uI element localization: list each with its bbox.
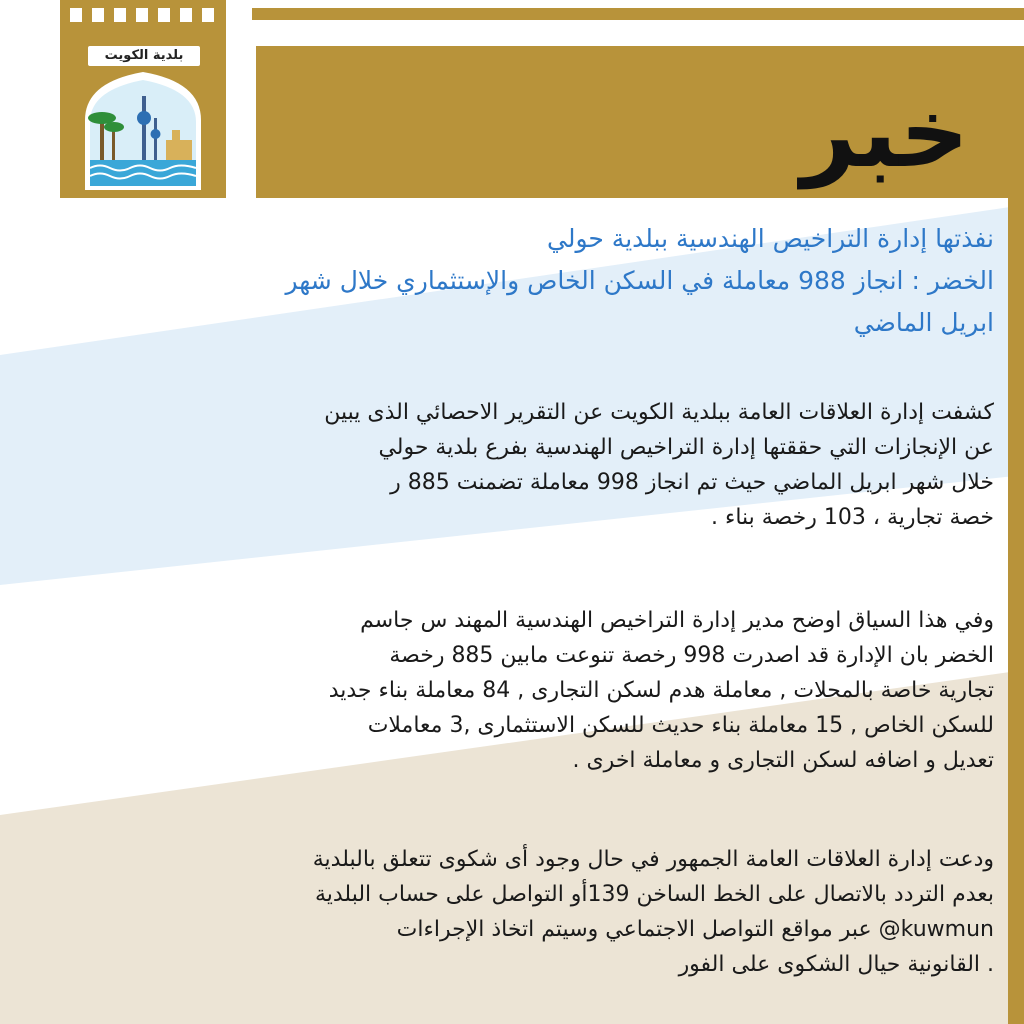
header-gold-top-bar [252,8,1024,20]
paragraph-line: تجارية خاصة بالمحلات , معاملة هدم لسكن التجارى , 84 معاملة بناء جديد [328,678,994,703]
paragraph-line: للسكن الخاص , 15 معاملة بناء حديث للسكن الاستثمارى ,3 معاملات [367,713,994,738]
headline-line: الخضر : انجاز 988 معاملة في السكن الخاص والإستثماري خلال شهر [285,266,994,295]
headline-line: نفذتها إدارة التراخيص الهندسية ببلدية حولي [547,224,994,253]
news-header-title: خبر [800,77,970,189]
paragraph-line: كشفت إدارة العلاقات العامة ببلدية الكويت عن التقرير الاحصائي الذى يبين [324,400,994,425]
paragraph-line: ودعت إدارة العلاقات العامة الجمهور في حال وجود أى شكوى تتعلق بالبلدية [312,847,994,872]
logo-label: بلدية الكويت [88,46,200,66]
headline-line: ابريل الماضي [853,308,994,337]
paragraph-3 [100,842,994,982]
headline [120,218,994,344]
paragraph-line: تعديل و اضافه لسكن التجارى و معاملة اخرى . [572,748,994,773]
right-gold-border [1008,46,1024,1024]
paragraph-line: عن الإنجازات التي حققتها إدارة التراخيص الهندسية بفرع بلدية حولي [378,435,994,460]
paragraph-2 [100,603,994,778]
paragraph-1 [100,395,994,535]
paragraph-line: خلال شهر ابريل الماضي حيث تم انجاز 998 معاملة تضمنت 885 ر [390,470,994,495]
paragraph-line: وفي هذا السياق اوضح مدير إدارة التراخيص الهندسية المهند س جاسم [360,608,994,633]
paragraph-line: خصة تجارية ، 103 رخصة بناء . [710,505,994,530]
paragraph-line: بعدم التردد بالاتصال على الخط الساخن 139أو التواصل على حساب البلدية [314,882,994,907]
paragraph-line: kuwmun@ عبر مواقع التواصل الاجتماعي وسيتم اتخاذ الإجراءات [396,917,994,942]
municipality-logo [60,0,226,198]
paragraph-line: الخضر بان الإدارة قد اصدرت 998 رخصة تنوعت مابين 885 رخصة [389,643,994,668]
paragraph-line: . القانونية حيال الشكوى على الفور [678,952,994,977]
